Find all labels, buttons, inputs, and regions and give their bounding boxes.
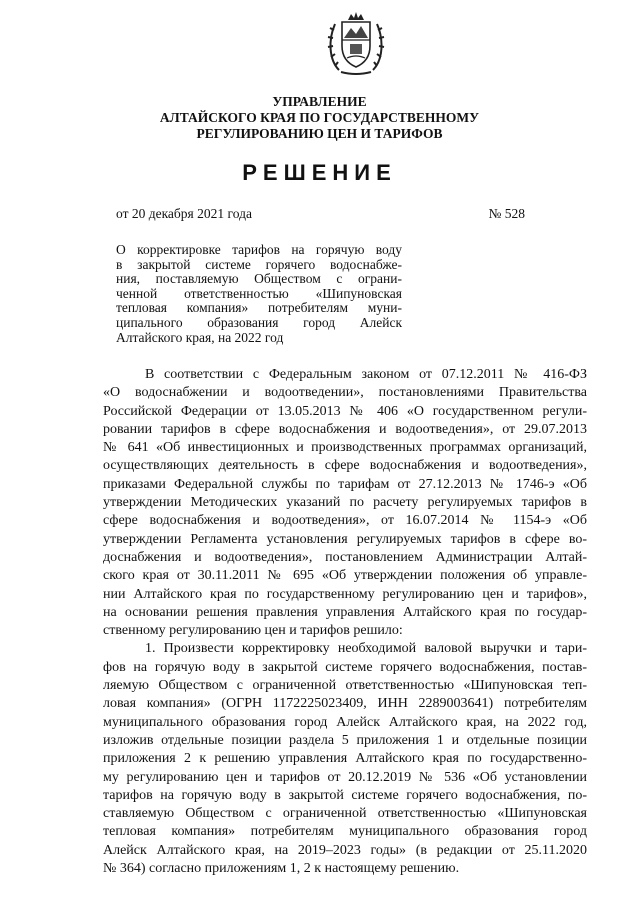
subject-line: ния, поставляемую Обществом с ограни- bbox=[116, 271, 402, 287]
body-line: му регулированию цен и тарифов от 20.12.2019 № 536 «Об установлении bbox=[103, 769, 587, 785]
body-line: ровании тарифов в сфере водоснабжения и водоотведения», от 29.07.2013 bbox=[103, 421, 587, 437]
body-line: тарифов на горячую воду в закрытой системе горячего водоснабжения, по- bbox=[103, 787, 587, 803]
document-body bbox=[103, 366, 587, 878]
body-line: 1. Произвести корректировку необходимой валовой выручки и тари- bbox=[145, 641, 587, 657]
document-title: РЕШЕНИЕ bbox=[242, 160, 397, 185]
body-line: приказами Федеральной службы по тарифам от 27.12.2013 № 1746-э «Об bbox=[103, 476, 587, 492]
subject-line: тепловая компания» потребителям муни- bbox=[116, 300, 402, 316]
body-line: сфере водоснабжения и водоотведения», от 16.07.2014 № 1154-э «Об bbox=[103, 513, 587, 529]
body-line: ставляемую Обществом с ограниченной ответственностью «Шипуновская bbox=[103, 806, 587, 822]
body-line: на основании решения правления управления Алтайского края по государ- bbox=[103, 604, 587, 620]
body-line: № 641 «Об инвестиционных и производственных программах организаций, bbox=[103, 440, 587, 456]
body-line: ского края от 30.11.2011 № 695 «Об утверждении положения об управле- bbox=[103, 568, 587, 584]
body-line: утверждении Методических указаний по расчету регулируемых тарифов в bbox=[103, 495, 587, 511]
body-line: В соответствии с Федеральным законом от 07.12.2011 № 416-ФЗ bbox=[145, 367, 587, 382]
issuer-header bbox=[0, 94, 639, 142]
header-line: АЛТАЙСКОГО КРАЯ ПО ГОСУДАРСТВЕННОМУ bbox=[159, 110, 480, 125]
body-line: фов на горячую воду в закрытой системе горячего водоснабжения, постав- bbox=[103, 659, 587, 675]
document-subject bbox=[116, 243, 402, 345]
body-line: тепловая компания» потребителям муниципального образования город bbox=[103, 824, 587, 840]
subject-line: в закрытой системе горячего водоснабже- bbox=[116, 256, 402, 272]
body-line: осуществляющих деятельность в сфере водоснабжения и водоотведения», bbox=[103, 458, 587, 474]
document-date: от 20 декабря 2021 года bbox=[116, 206, 252, 221]
coat-of-arms-icon bbox=[327, 10, 385, 76]
subject-line: Алтайского края, на 2022 год bbox=[116, 329, 284, 345]
subject-line: ченной ответственностью «Шипуновская bbox=[116, 285, 402, 301]
body-line: № 364) согласно приложениям 1, 2 к настоящему решению. bbox=[103, 861, 460, 877]
body-line: нии Алтайского края по государственному регулированию цен и тарифов», bbox=[103, 586, 587, 602]
header-line: УПРАВЛЕНИЕ bbox=[272, 94, 367, 109]
body-line: ловая компания» (ОГРН 1172225023409, ИНН 2289003641) потребителям bbox=[103, 696, 587, 712]
body-line: Российской Федерации от 13.05.2013 № 406 «О государственном регули- bbox=[103, 403, 587, 419]
body-line: приложения 2 к решению управления Алтайского края по государственно- bbox=[103, 751, 587, 767]
document-number: № 528 bbox=[488, 206, 525, 221]
subject-line: ципального образования город Алейск bbox=[116, 314, 402, 330]
body-line: изложив отдельные позиции раздела 5 приложения 1 и отдельные позиции bbox=[103, 732, 587, 748]
body-line: ственному регулированию цен и тарифов решило: bbox=[103, 623, 403, 639]
body-line: утверждении Регламента установления регулируемых тарифов в сфере во- bbox=[103, 531, 587, 547]
body-line: ляемую Обществом с ограниченной ответственностью «Шипуновская теп- bbox=[103, 678, 587, 694]
header-line: РЕГУЛИРОВАНИЮ ЦЕН И ТАРИФОВ bbox=[196, 126, 443, 141]
body-line: муниципального образования город Алейск Алтайского края, на 2022 год, bbox=[103, 714, 587, 730]
body-line: «О водоснабжении и водоотведении», постановлениями Правительства bbox=[103, 385, 587, 401]
body-line: доснабжения и водоотведения», постановлением Администрации Алтай- bbox=[103, 549, 587, 565]
body-line: Алейск Алтайского края, на 2019–2023 годы» (в редакции от 25.11.2020 bbox=[103, 842, 587, 858]
subject-line: О корректировке тарифов на горячую воду bbox=[116, 242, 402, 257]
